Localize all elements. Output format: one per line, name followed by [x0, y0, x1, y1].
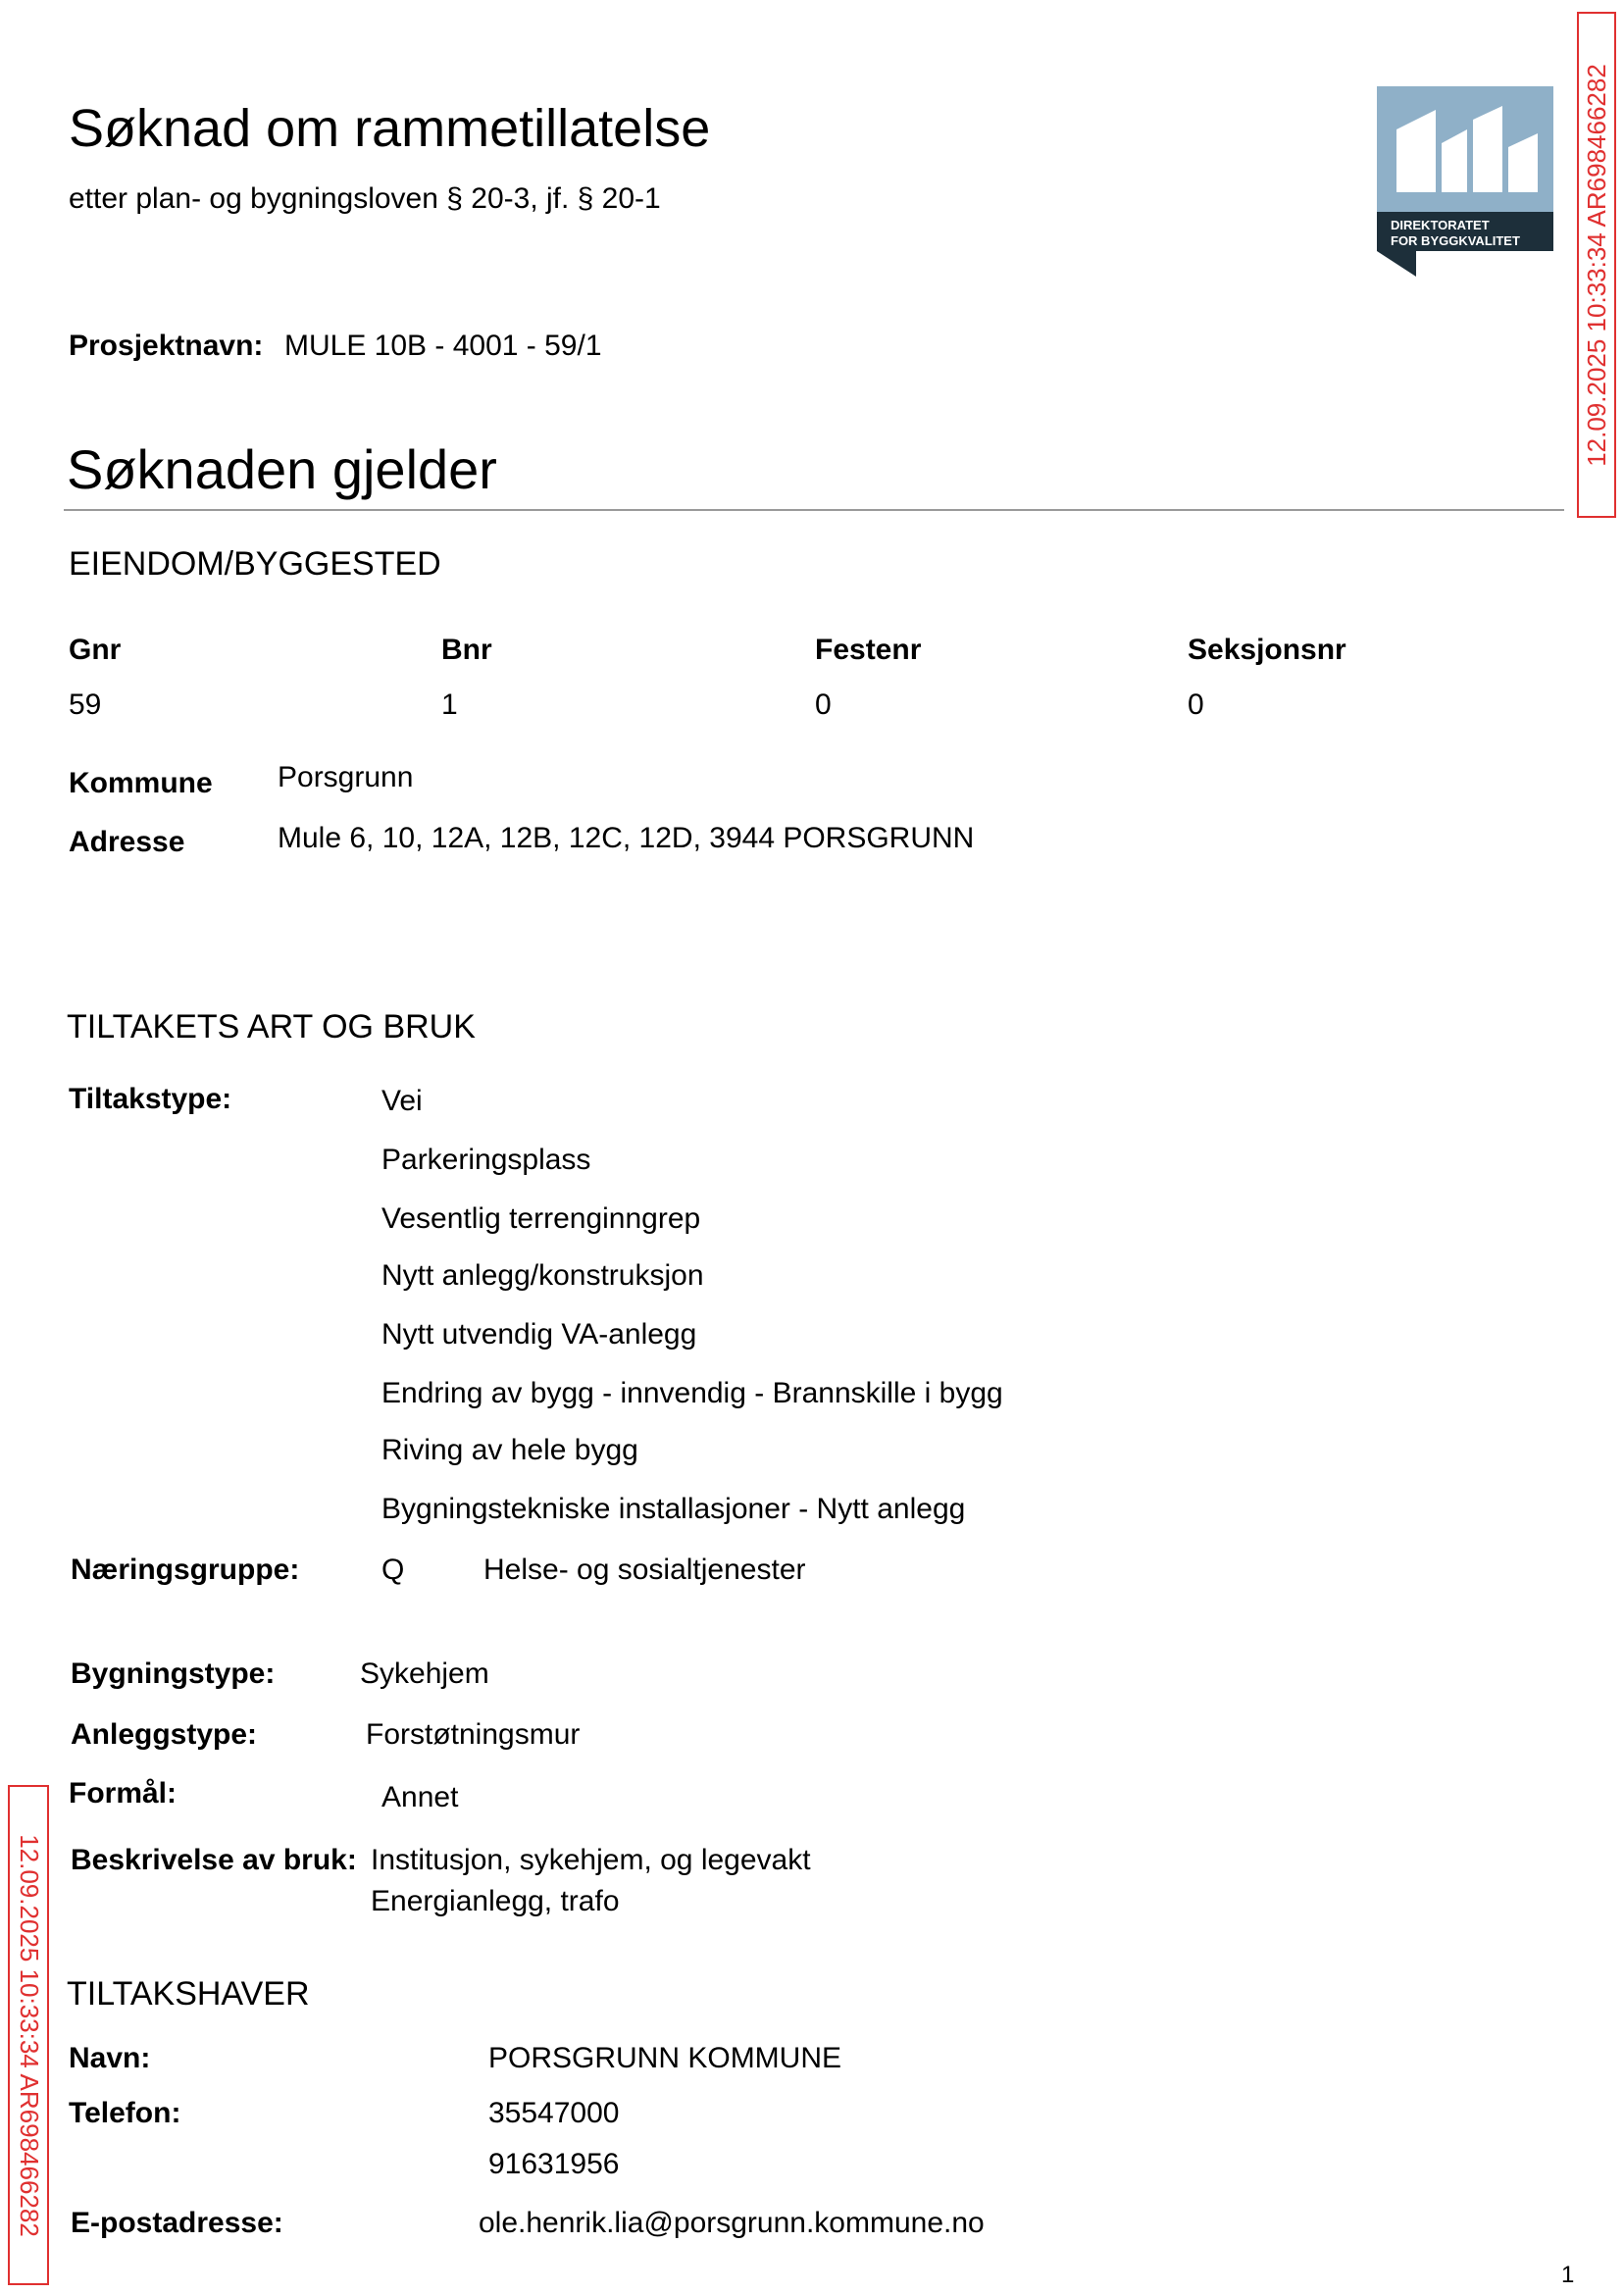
bygningstype-label: Bygningstype: [71, 1657, 276, 1690]
kommune-value: Porsgrunn [278, 761, 414, 793]
tiltak-heading: TILTAKETS ART OG BRUK [67, 1008, 476, 1045]
section-title: Søknaden gjelder [67, 438, 497, 500]
kommune-label: Kommune [69, 767, 213, 799]
epost-label: E-postadresse: [71, 2207, 283, 2239]
timestamp-stamp-bottom [8, 1785, 49, 2285]
telefon-value: 35547000 [488, 2097, 620, 2129]
project-value: MULE 10B - 4001 - 59/1 [284, 330, 602, 362]
telefon-label: Telefon: [69, 2097, 181, 2129]
logo-text-line1: DIREKTORATET [1391, 218, 1490, 232]
adresse-value: Mule 6, 10, 12A, 12B, 12C, 12D, 3944 PORSGRUNN [278, 822, 975, 854]
stamp-text: 12.09.2025 10:33:34 AR698466282 [1581, 63, 1611, 467]
tiltakstype-item: Nytt anlegg/konstruksjon [381, 1259, 704, 1292]
dibk-logo [1377, 86, 1553, 277]
section-divider [64, 509, 1564, 511]
navn-label: Navn: [69, 2042, 151, 2074]
stamp-text: 12.09.2025 10:33:34 AR698466282 [14, 1833, 44, 2237]
formal-value: Annet [381, 1781, 459, 1813]
document-subtitle: etter plan- og bygningsloven § 20-3, jf. § 20-1 [69, 182, 661, 215]
tiltakstype-item: Riving av hele bygg [381, 1434, 638, 1466]
beskrivelse-line: Energianlegg, trafo [371, 1885, 620, 1917]
festenr-value: 0 [815, 688, 832, 721]
anleggstype-value: Forstøtningsmur [366, 1718, 581, 1751]
naeringsgruppe-value: Helse- og sosialtjenester [483, 1554, 806, 1586]
col-gnr-label: Gnr [69, 634, 122, 666]
project-label: Prosjektnavn: [69, 330, 264, 362]
page-number: 1 [1561, 2262, 1575, 2288]
telefon-value: 91631956 [488, 2148, 620, 2180]
tiltakstype-item: Parkeringsplass [381, 1144, 591, 1176]
tiltakstype-item: Nytt utvendig VA-anlegg [381, 1318, 697, 1351]
tiltakstype-item: Bygningstekniske installasjoner - Nytt anlegg [381, 1493, 966, 1525]
document-title: Søknad om rammetillatelse [69, 99, 711, 158]
col-seksjonsnr-label: Seksjonsnr [1188, 634, 1346, 666]
naeringsgruppe-label: Næringsgruppe: [71, 1554, 300, 1586]
beskrivelse-label: Beskrivelse av bruk: [71, 1844, 357, 1876]
logo-ribbon [1377, 251, 1416, 277]
col-festenr-label: Festenr [815, 634, 922, 666]
naeringsgruppe-code: Q [381, 1554, 405, 1586]
eiendom-heading: EIENDOM/BYGGESTED [69, 545, 441, 583]
beskrivelse-line: Institusjon, sykehjem, og legevakt [371, 1844, 811, 1876]
col-bnr-label: Bnr [441, 634, 492, 666]
timestamp-stamp-top [1577, 12, 1616, 518]
logo-text-line2: FOR BYGGKVALITET [1391, 233, 1520, 248]
gnr-value: 59 [69, 688, 102, 721]
epost-value: ole.henrik.lia@porsgrunn.kommune.no [479, 2207, 985, 2239]
tiltakstype-item: Vei [381, 1085, 423, 1117]
navn-value: PORSGRUNN KOMMUNE [488, 2042, 842, 2074]
formal-label: Formål: [69, 1777, 178, 1810]
anleggstype-label: Anleggstype: [71, 1718, 258, 1751]
bygningstype-value: Sykehjem [360, 1657, 489, 1690]
tiltakshaver-heading: TILTAKSHAVER [67, 1975, 310, 2013]
seksjonsnr-value: 0 [1188, 688, 1204, 721]
adresse-label: Adresse [69, 826, 185, 858]
tiltakstype-item: Endring av bygg - innvendig - Brannskille i bygg [381, 1377, 1003, 1409]
tiltakstype-label: Tiltakstype: [69, 1083, 232, 1115]
tiltakstype-item: Vesentlig terrenginngrep [381, 1202, 701, 1235]
bnr-value: 1 [441, 688, 458, 721]
